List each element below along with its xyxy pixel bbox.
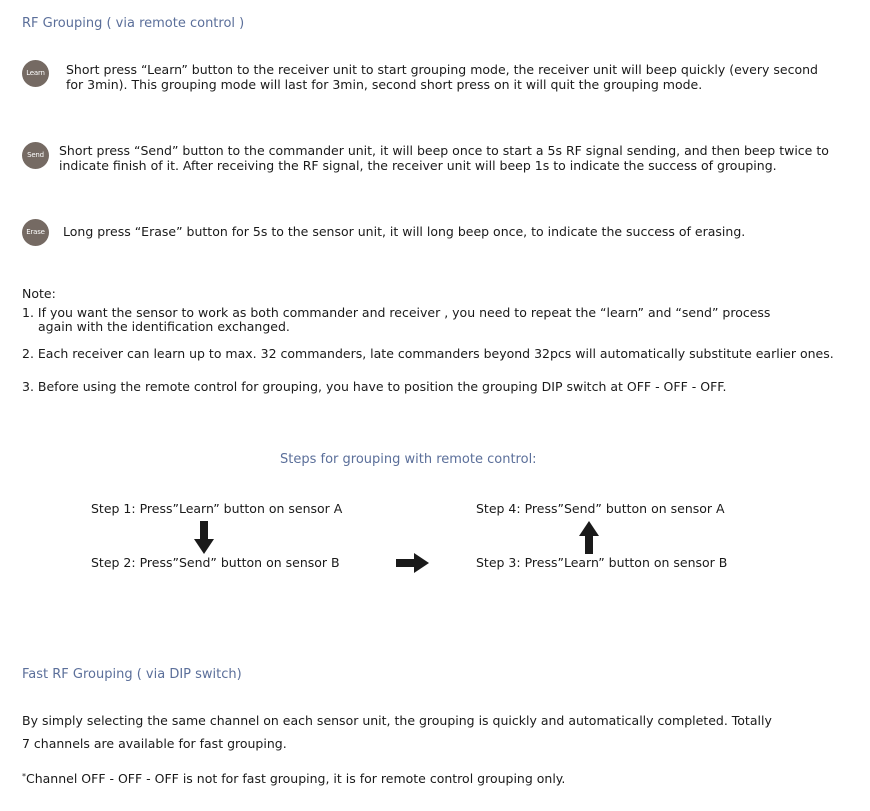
erase-line-1: Long press “Erase” button for 5s to the sensor unit, it will long beep once, to indicate the success of erasing. [63,224,746,239]
erase-badge-icon: Erase [22,219,49,246]
remote-step-3: Step 3: Press”Learn” button on sensor B [476,555,728,570]
note-item-2: 2. Each receiver can learn up to max. 32 commanders, late commanders beyond 32pcs will automatically substitute earlier ones. [22,346,834,361]
remote-step-1: Step 1: Press”Learn” button on sensor A [91,501,343,516]
note-item-3: 3. Before using the remote control for grouping, you have to position the grouping DIP switch at OFF - OFF - OFF. [22,379,727,394]
note-item-1-line-2: again with the identification exchanged. [38,319,290,334]
remote-steps-title: Steps for grouping with remote control: [280,452,537,467]
footnote-mark: * [22,772,26,781]
arrow-down-icon [193,521,215,555]
note-label: Note: [22,286,56,301]
erase-instruction [63,224,863,239]
footnote-text: Channel OFF - OFF - OFF is not for fast grouping, it is for remote control grouping only. [26,771,566,786]
fast-grouping-line-2: 7 channels are available for fast grouping. [22,736,287,751]
fast-grouping-footnote [22,771,565,786]
remote-step-4: Step 4: Press”Send” button on sensor A [476,501,725,516]
rf-grouping-title: RF Grouping ( via remote control ) [22,16,245,31]
remote-step-2: Step 2: Press”Send” button on sensor B [91,555,340,570]
send-line-1: Short press “Send” button to the commander unit, it will beep once to start a 5s RF signal sending, and then beep twice to [59,143,829,158]
arrow-right-icon [396,552,430,574]
fast-grouping-title: Fast RF Grouping ( via DIP switch) [22,667,242,682]
send-line-2: indicate finish of it. After receiving the RF signal, the receiver unit will beep 1s to indicate the success of grouping. [59,158,777,173]
arrow-up-icon [578,521,600,555]
learn-badge-icon: Learn [22,60,49,87]
note-item-1-line-1: 1. If you want the sensor to work as both commander and receiver , you need to repeat the “learn” and “send” process [22,305,771,320]
fast-grouping-line-1: By simply selecting the same channel on each sensor unit, the grouping is quickly and automatically completed. Totally [22,713,772,728]
send-badge-icon: Send [22,142,49,169]
learn-line-1: Short press “Learn” button to the receiver unit to start grouping mode, the receiver unit will beep quickly (every second [66,62,818,77]
learn-line-2: for 3min). This grouping mode will last for 3min, second short press on it will quit the grouping mode. [66,77,703,92]
learn-instruction [66,62,866,92]
send-instruction [59,143,864,173]
